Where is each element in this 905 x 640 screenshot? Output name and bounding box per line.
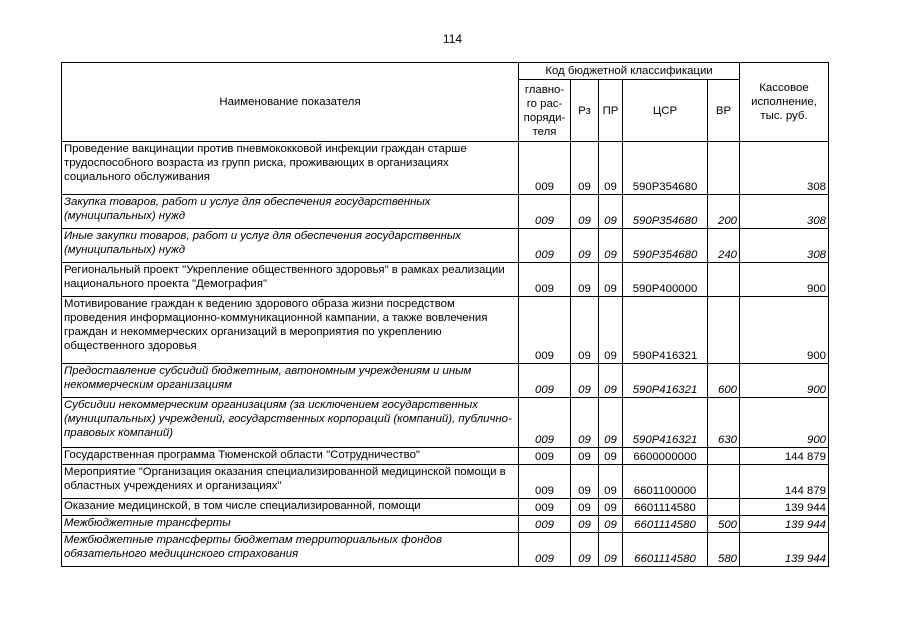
table-row <box>62 398 829 448</box>
row-main-administrator-code: 009 <box>519 465 571 499</box>
header-amount: Кассовое исполнение, тыс. руб. <box>740 63 829 142</box>
row-rz-code: 09 <box>571 297 599 364</box>
row-name: Мероприятие "Организация оказания специализированной медицинской помощи в областных учреждениях и организациях" <box>62 465 519 499</box>
row-amount: 900 <box>740 398 829 448</box>
row-name: Закупка товаров, работ и услуг для обеспечения государственных (муниципальных) нужд <box>62 195 519 229</box>
row-vr-code: 240 <box>708 229 740 263</box>
row-pr-code: 09 <box>599 195 623 229</box>
row-name: Региональный проект "Укрепление общественного здоровья" в рамках реализации национального проекта "Демография" <box>62 263 519 297</box>
row-amount: 139 944 <box>740 516 829 533</box>
row-vr-code: 630 <box>708 398 740 448</box>
row-csr-code: 6601114580 <box>623 499 708 516</box>
row-main-administrator-code: 009 <box>519 195 571 229</box>
row-amount: 308 <box>740 195 829 229</box>
row-rz-code: 09 <box>571 465 599 499</box>
row-pr-code: 09 <box>599 364 623 398</box>
table-row <box>62 465 829 499</box>
row-amount: 144 879 <box>740 448 829 465</box>
row-amount: 900 <box>740 297 829 364</box>
table-row <box>62 533 829 567</box>
header-name: Наименование показателя <box>62 63 519 142</box>
row-pr-code: 09 <box>599 229 623 263</box>
row-vr-code <box>708 297 740 364</box>
table-row <box>62 364 829 398</box>
row-vr-code <box>708 499 740 516</box>
row-vr-code: 600 <box>708 364 740 398</box>
header-main-administrator: главно-го рас-поряди-теля <box>519 80 571 142</box>
row-amount: 308 <box>740 142 829 195</box>
row-csr-code: 6601114580 <box>623 516 708 533</box>
row-vr-code: 200 <box>708 195 740 229</box>
row-main-administrator-code: 009 <box>519 229 571 263</box>
row-main-administrator-code: 009 <box>519 142 571 195</box>
row-rz-code: 09 <box>571 229 599 263</box>
table-row <box>62 448 829 465</box>
row-csr-code: 6600000000 <box>623 448 708 465</box>
row-csr-code: 6601114580 <box>623 533 708 567</box>
row-name: Межбюджетные трансферты бюджетам территориальных фондов обязательного медицинского страхования <box>62 533 519 567</box>
row-main-administrator-code: 009 <box>519 448 571 465</box>
header-csr: ЦСР <box>623 80 708 142</box>
table-row <box>62 142 829 195</box>
row-name: Мотивирование граждан к ведению здорового образа жизни посредством проведения информационно-коммуникационной кампании, а также вовлечения граждан и некоммерческих организаций в мероприятия по укреплению общественного здоровья <box>62 297 519 364</box>
row-main-administrator-code: 009 <box>519 516 571 533</box>
row-amount: 139 944 <box>740 533 829 567</box>
row-rz-code: 09 <box>571 448 599 465</box>
table-row <box>62 499 829 516</box>
row-csr-code: 590P400000 <box>623 263 708 297</box>
row-main-administrator-code: 009 <box>519 364 571 398</box>
page-number: 114 <box>442 32 463 46</box>
budget-execution-table <box>61 62 829 567</box>
row-csr-code: 590P416321 <box>623 364 708 398</box>
row-main-administrator-code: 009 <box>519 533 571 567</box>
row-pr-code: 09 <box>599 142 623 195</box>
row-pr-code: 09 <box>599 448 623 465</box>
table-row <box>62 297 829 364</box>
row-amount: 139 944 <box>740 499 829 516</box>
row-pr-code: 09 <box>599 297 623 364</box>
row-rz-code: 09 <box>571 195 599 229</box>
row-rz-code: 09 <box>571 364 599 398</box>
table-row <box>62 263 829 297</box>
row-csr-code: 590P416321 <box>623 297 708 364</box>
header-vr: ВР <box>708 80 740 142</box>
row-pr-code: 09 <box>599 533 623 567</box>
row-name: Проведение вакцинации против пневмококковой инфекции граждан старше трудоспособного возраста из групп риска, проживающих в организациях социального обслуживания <box>62 142 519 195</box>
row-rz-code: 09 <box>571 263 599 297</box>
row-rz-code: 09 <box>571 142 599 195</box>
table-row <box>62 516 829 533</box>
row-name: Предоставление субсидий бюджетным, автономным учреждениям и иным некоммерческим организациям <box>62 364 519 398</box>
row-name: Субсидии некоммерческим организациям (за исключением государственных (муниципальных) учреждений, государственных корпораций (компаний), публично-правовых компаний) <box>62 398 519 448</box>
row-rz-code: 09 <box>571 516 599 533</box>
row-vr-code <box>708 142 740 195</box>
row-pr-code: 09 <box>599 499 623 516</box>
row-csr-code: 590P354680 <box>623 195 708 229</box>
row-rz-code: 09 <box>571 499 599 516</box>
row-pr-code: 09 <box>599 465 623 499</box>
row-csr-code: 590P354680 <box>623 142 708 195</box>
row-pr-code: 09 <box>599 263 623 297</box>
row-amount: 308 <box>740 229 829 263</box>
row-name: Иные закупки товаров, работ и услуг для обеспечения государственных (муниципальных) нужд <box>62 229 519 263</box>
row-name: Межбюджетные трансферты <box>62 516 519 533</box>
row-main-administrator-code: 009 <box>519 499 571 516</box>
table-body <box>62 142 829 567</box>
row-csr-code: 6601100000 <box>623 465 708 499</box>
row-vr-code: 500 <box>708 516 740 533</box>
row-main-administrator-code: 009 <box>519 263 571 297</box>
header-budget-code-group: Код бюджетной классификации <box>519 63 740 80</box>
table-row <box>62 195 829 229</box>
table-header <box>62 63 829 142</box>
row-name: Оказание медицинской, в том числе специализированной, помощи <box>62 499 519 516</box>
row-vr-code <box>708 263 740 297</box>
row-name: Государственная программа Тюменской области "Сотрудничество" <box>62 448 519 465</box>
row-amount: 144 879 <box>740 465 829 499</box>
row-rz-code: 09 <box>571 398 599 448</box>
row-main-administrator-code: 009 <box>519 297 571 364</box>
header-rz: Рз <box>571 80 599 142</box>
row-vr-code <box>708 465 740 499</box>
table-row <box>62 229 829 263</box>
row-amount: 900 <box>740 263 829 297</box>
row-vr-code <box>708 448 740 465</box>
row-csr-code: 590P354680 <box>623 229 708 263</box>
row-vr-code: 580 <box>708 533 740 567</box>
row-pr-code: 09 <box>599 516 623 533</box>
row-amount: 900 <box>740 364 829 398</box>
row-csr-code: 590P416321 <box>623 398 708 448</box>
header-pr: ПР <box>599 80 623 142</box>
row-main-administrator-code: 009 <box>519 398 571 448</box>
row-rz-code: 09 <box>571 533 599 567</box>
row-pr-code: 09 <box>599 398 623 448</box>
